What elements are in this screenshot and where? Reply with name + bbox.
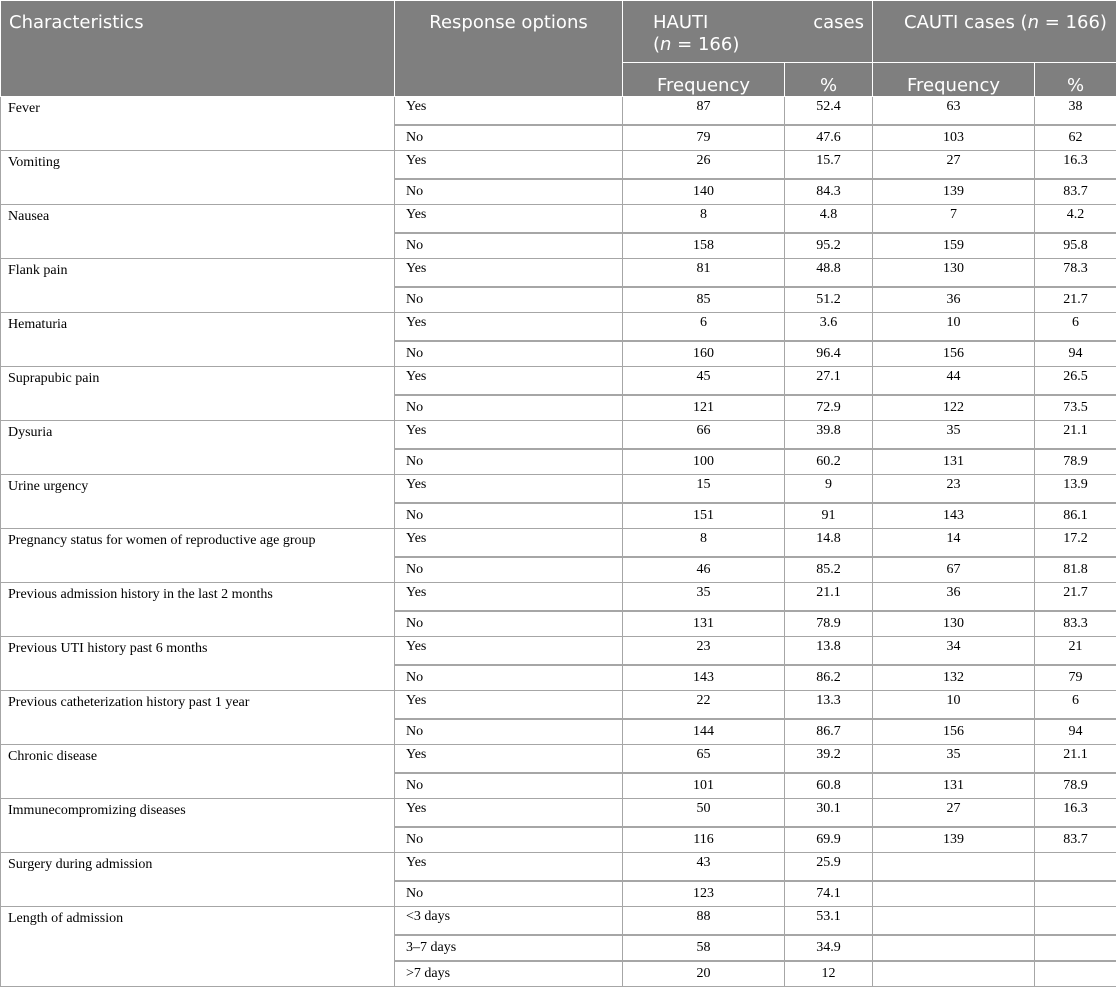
cauti-frequency-cell: 10 [873, 313, 1035, 342]
hauti-frequency-cell: 79 [623, 125, 785, 151]
cauti-percent-cell: 6 [1035, 691, 1116, 720]
cauti-frequency-cell [873, 935, 1035, 961]
response-option-cell: Yes [395, 367, 623, 396]
cauti-percent-cell: 21.1 [1035, 745, 1116, 774]
cauti-frequency-cell: 130 [873, 611, 1035, 637]
hauti-percent-cell: 53.1 [785, 907, 873, 936]
cauti-frequency-cell [873, 907, 1035, 936]
cauti-percent-cell: 17.2 [1035, 529, 1116, 558]
hauti-n-open: ( [653, 34, 660, 55]
hauti-frequency-cell: 101 [623, 773, 785, 799]
header-hauti-percent: % [785, 63, 873, 97]
hauti-percent-cell: 12 [785, 961, 873, 987]
characteristic-cell: Chronic disease [1, 745, 395, 799]
response-option-cell: Yes [395, 853, 623, 882]
table-row [1, 907, 1116, 936]
hauti-percent-cell: 34.9 [785, 935, 873, 961]
characteristic-cell: Suprapubic pain [1, 367, 395, 421]
hauti-percent-cell: 39.8 [785, 421, 873, 450]
hauti-frequency-cell: 123 [623, 881, 785, 907]
hauti-title: HAUTI [653, 12, 708, 34]
cauti-percent-cell [1035, 961, 1116, 987]
hauti-frequency-cell: 143 [623, 665, 785, 691]
header-characteristics: Characteristics [1, 1, 395, 97]
cauti-percent-cell [1035, 881, 1116, 907]
characteristic-cell: Immunecompromizing diseases [1, 799, 395, 853]
cauti-frequency-cell: 132 [873, 665, 1035, 691]
hauti-frequency-cell: 8 [623, 205, 785, 234]
hauti-frequency-cell: 43 [623, 853, 785, 882]
cauti-percent-cell: 94 [1035, 341, 1116, 367]
cauti-frequency-cell: 35 [873, 745, 1035, 774]
response-option-cell: Yes [395, 529, 623, 558]
hauti-frequency-cell: 160 [623, 341, 785, 367]
hauti-frequency-cell: 22 [623, 691, 785, 720]
table-row [1, 691, 1116, 720]
response-option-cell: Yes [395, 475, 623, 504]
hauti-percent-cell: 96.4 [785, 341, 873, 367]
cauti-frequency-cell: 23 [873, 475, 1035, 504]
cauti-percent-cell: 78.3 [1035, 259, 1116, 288]
cauti-percent-cell: 21.7 [1035, 583, 1116, 612]
hauti-frequency-cell: 23 [623, 637, 785, 666]
cauti-frequency-cell: 131 [873, 449, 1035, 475]
hauti-frequency-cell: 116 [623, 827, 785, 853]
cauti-percent-cell: 83.7 [1035, 827, 1116, 853]
hauti-percent-cell: 27.1 [785, 367, 873, 396]
characteristic-cell: Length of admission [1, 907, 395, 987]
cauti-percent-cell: 26.5 [1035, 367, 1116, 396]
hauti-frequency-cell: 88 [623, 907, 785, 936]
cauti-percent-cell: 81.8 [1035, 557, 1116, 583]
cauti-frequency-cell: 139 [873, 179, 1035, 205]
response-option-cell: <3 days [395, 907, 623, 936]
table-row [1, 529, 1116, 558]
cauti-n-value: = 166) [1039, 12, 1107, 33]
hauti-percent-cell: 69.9 [785, 827, 873, 853]
cauti-frequency-cell: 27 [873, 799, 1035, 828]
response-option-cell: No [395, 125, 623, 151]
response-option-cell: No [395, 395, 623, 421]
hauti-percent-cell: 60.8 [785, 773, 873, 799]
hauti-percent-cell: 91 [785, 503, 873, 529]
table-row [1, 205, 1116, 234]
cauti-n-variable: n [1028, 12, 1039, 33]
response-option-cell: No [395, 341, 623, 367]
response-option-cell: Yes [395, 745, 623, 774]
cauti-frequency-cell: 36 [873, 583, 1035, 612]
hauti-frequency-cell: 45 [623, 367, 785, 396]
cauti-frequency-cell: 130 [873, 259, 1035, 288]
hauti-percent-cell: 39.2 [785, 745, 873, 774]
cauti-frequency-cell: 27 [873, 151, 1035, 180]
hauti-percent-cell: 13.3 [785, 691, 873, 720]
response-option-cell: No [395, 233, 623, 259]
response-option-cell: No [395, 665, 623, 691]
cauti-percent-cell: 73.5 [1035, 395, 1116, 421]
cauti-frequency-cell [873, 881, 1035, 907]
cauti-percent-cell [1035, 935, 1116, 961]
hauti-percent-cell: 51.2 [785, 287, 873, 313]
response-option-cell: No [395, 827, 623, 853]
characteristic-cell: Dysuria [1, 421, 395, 475]
cauti-frequency-cell [873, 853, 1035, 882]
hauti-frequency-cell: 158 [623, 233, 785, 259]
response-option-cell: Yes [395, 205, 623, 234]
header-response-options: Response options [395, 1, 623, 97]
header-cauti-cases [873, 1, 1116, 63]
hauti-frequency-cell: 87 [623, 97, 785, 126]
hauti-frequency-cell: 46 [623, 557, 785, 583]
response-option-cell: Yes [395, 259, 623, 288]
header-cauti-frequency: Frequency [873, 63, 1035, 97]
hauti-frequency-cell: 58 [623, 935, 785, 961]
cauti-frequency-cell: 139 [873, 827, 1035, 853]
hauti-percent-cell: 15.7 [785, 151, 873, 180]
table-row [1, 421, 1116, 450]
characteristic-cell: Fever [1, 97, 395, 151]
hauti-percent-cell: 85.2 [785, 557, 873, 583]
cauti-frequency-cell: 63 [873, 97, 1035, 126]
cauti-frequency-cell: 122 [873, 395, 1035, 421]
response-option-cell: 3–7 days [395, 935, 623, 961]
hauti-percent-cell: 30.1 [785, 799, 873, 828]
characteristic-cell: Flank pain [1, 259, 395, 313]
hauti-frequency-cell: 50 [623, 799, 785, 828]
cauti-percent-cell: 83.3 [1035, 611, 1116, 637]
cauti-percent-cell: 21.1 [1035, 421, 1116, 450]
table-row [1, 97, 1116, 126]
table-row [1, 637, 1116, 666]
characteristic-cell: Previous catheterization history past 1 year [1, 691, 395, 745]
cauti-percent-cell [1035, 853, 1116, 882]
cauti-frequency-cell: 67 [873, 557, 1035, 583]
hauti-percent-cell: 47.6 [785, 125, 873, 151]
hauti-percent-cell: 86.2 [785, 665, 873, 691]
table-row [1, 313, 1116, 342]
cauti-percent-cell: 62 [1035, 125, 1116, 151]
hauti-frequency-cell: 100 [623, 449, 785, 475]
response-option-cell: Yes [395, 421, 623, 450]
cauti-frequency-cell: 36 [873, 287, 1035, 313]
cauti-percent-cell: 78.9 [1035, 449, 1116, 475]
hauti-frequency-cell: 144 [623, 719, 785, 745]
cauti-percent-cell: 94 [1035, 719, 1116, 745]
hauti-frequency-cell: 66 [623, 421, 785, 450]
response-option-cell: Yes [395, 637, 623, 666]
header-hauti-frequency: Frequency [623, 63, 785, 97]
table-body [1, 97, 1116, 987]
response-option-cell: Yes [395, 691, 623, 720]
characteristic-cell: Hematuria [1, 313, 395, 367]
hauti-percent-cell: 60.2 [785, 449, 873, 475]
hauti-frequency-cell: 20 [623, 961, 785, 987]
response-option-cell: Yes [395, 97, 623, 126]
characteristic-cell: Previous admission history in the last 2 months [1, 583, 395, 637]
cauti-frequency-cell: 34 [873, 637, 1035, 666]
hauti-frequency-cell: 151 [623, 503, 785, 529]
hauti-percent-cell: 95.2 [785, 233, 873, 259]
response-option-cell: Yes [395, 583, 623, 612]
cauti-percent-cell: 6 [1035, 313, 1116, 342]
response-option-cell: Yes [395, 313, 623, 342]
hauti-frequency-cell: 81 [623, 259, 785, 288]
cauti-frequency-cell: 44 [873, 367, 1035, 396]
hauti-frequency-cell: 8 [623, 529, 785, 558]
cauti-percent-cell: 83.7 [1035, 179, 1116, 205]
hauti-percent-cell: 13.8 [785, 637, 873, 666]
hauti-frequency-cell: 65 [623, 745, 785, 774]
hauti-n-variable: n [660, 34, 671, 55]
cauti-frequency-cell: 159 [873, 233, 1035, 259]
cauti-frequency-cell: 14 [873, 529, 1035, 558]
hauti-n-value: = 166) [671, 34, 739, 55]
response-option-cell: No [395, 719, 623, 745]
table-row [1, 367, 1116, 396]
hauti-percent-cell: 3.6 [785, 313, 873, 342]
characteristic-cell: Vomiting [1, 151, 395, 205]
cauti-percent-cell: 4.2 [1035, 205, 1116, 234]
header-hauti-cases [623, 1, 873, 63]
characteristic-cell: Previous UTI history past 6 months [1, 637, 395, 691]
header-cauti-percent: % [1035, 63, 1116, 97]
response-option-cell: No [395, 611, 623, 637]
cauti-frequency-cell: 35 [873, 421, 1035, 450]
table-row [1, 853, 1116, 882]
cauti-frequency-cell: 131 [873, 773, 1035, 799]
cauti-percent-cell: 38 [1035, 97, 1116, 126]
table-row [1, 583, 1116, 612]
cauti-frequency-cell: 156 [873, 719, 1035, 745]
cauti-title: CAUTI cases ( [904, 12, 1028, 33]
cauti-frequency-cell: 10 [873, 691, 1035, 720]
response-option-cell: Yes [395, 151, 623, 180]
hauti-percent-cell: 21.1 [785, 583, 873, 612]
table-row [1, 151, 1116, 180]
hauti-frequency-cell: 6 [623, 313, 785, 342]
hauti-frequency-cell: 140 [623, 179, 785, 205]
cauti-percent-cell: 86.1 [1035, 503, 1116, 529]
hauti-frequency-cell: 131 [623, 611, 785, 637]
hauti-percent-cell: 4.8 [785, 205, 873, 234]
hauti-percent-cell: 14.8 [785, 529, 873, 558]
characteristic-cell: Pregnancy status for women of reproductive age group [1, 529, 395, 583]
hauti-percent-cell: 52.4 [785, 97, 873, 126]
response-option-cell: No [395, 773, 623, 799]
characteristic-cell: Surgery during admission [1, 853, 395, 907]
cauti-percent-cell: 78.9 [1035, 773, 1116, 799]
hauti-frequency-cell: 121 [623, 395, 785, 421]
hauti-cases-label: cases [813, 12, 864, 34]
response-option-cell: >7 days [395, 961, 623, 987]
hauti-frequency-cell: 85 [623, 287, 785, 313]
hauti-percent-cell: 74.1 [785, 881, 873, 907]
response-option-cell: No [395, 503, 623, 529]
hauti-percent-cell: 84.3 [785, 179, 873, 205]
hauti-percent-cell: 86.7 [785, 719, 873, 745]
response-option-cell: No [395, 287, 623, 313]
hauti-percent-cell: 72.9 [785, 395, 873, 421]
cauti-percent-cell: 16.3 [1035, 151, 1116, 180]
hauti-frequency-cell: 15 [623, 475, 785, 504]
hauti-percent-cell: 25.9 [785, 853, 873, 882]
table-header [1, 1, 1116, 97]
cauti-percent-cell: 13.9 [1035, 475, 1116, 504]
table-row [1, 799, 1116, 828]
cauti-percent-cell: 21.7 [1035, 287, 1116, 313]
response-option-cell: Yes [395, 799, 623, 828]
hauti-percent-cell: 78.9 [785, 611, 873, 637]
cauti-percent-cell: 16.3 [1035, 799, 1116, 828]
cauti-percent-cell: 95.8 [1035, 233, 1116, 259]
table-row [1, 475, 1116, 504]
response-option-cell: No [395, 557, 623, 583]
response-option-cell: No [395, 881, 623, 907]
cauti-frequency-cell [873, 961, 1035, 987]
cauti-frequency-cell: 103 [873, 125, 1035, 151]
cauti-frequency-cell: 156 [873, 341, 1035, 367]
hauti-percent-cell: 9 [785, 475, 873, 504]
response-option-cell: No [395, 449, 623, 475]
hauti-percent-cell: 48.8 [785, 259, 873, 288]
cauti-percent-cell: 21 [1035, 637, 1116, 666]
table-row [1, 259, 1116, 288]
cauti-frequency-cell: 143 [873, 503, 1035, 529]
cauti-percent-cell: 79 [1035, 665, 1116, 691]
table-row [1, 745, 1116, 774]
characteristic-cell: Nausea [1, 205, 395, 259]
response-option-cell: No [395, 179, 623, 205]
hauti-frequency-cell: 26 [623, 151, 785, 180]
characteristic-cell: Urine urgency [1, 475, 395, 529]
cauti-frequency-cell: 7 [873, 205, 1035, 234]
hauti-frequency-cell: 35 [623, 583, 785, 612]
cauti-percent-cell [1035, 907, 1116, 936]
